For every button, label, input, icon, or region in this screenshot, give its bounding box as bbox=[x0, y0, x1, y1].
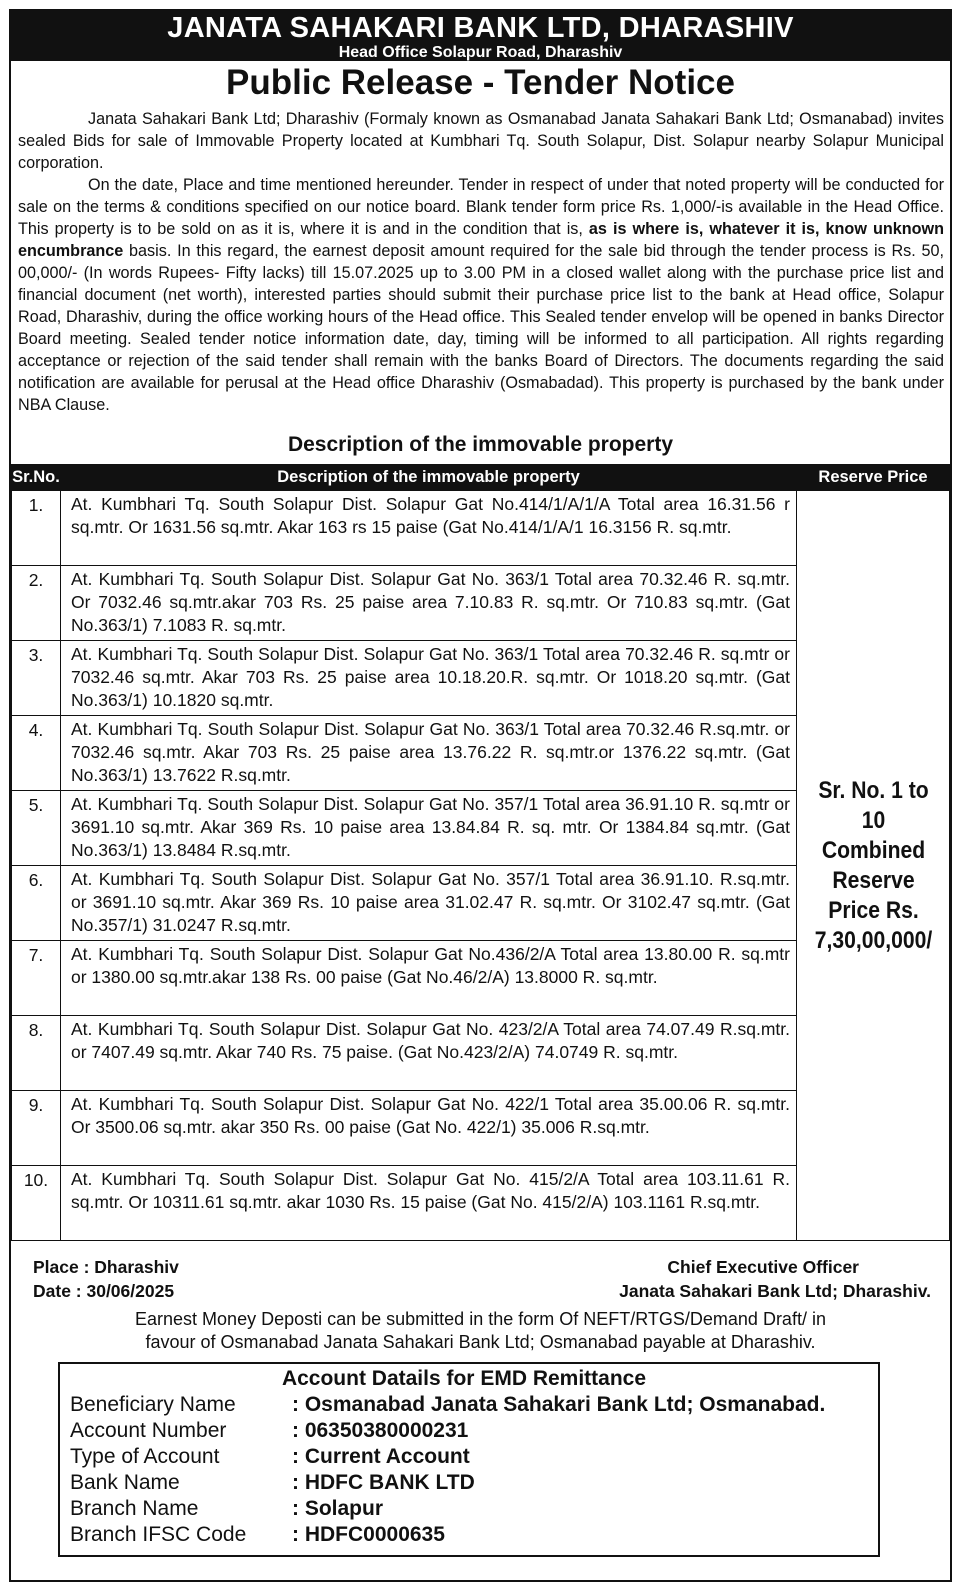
terms-paragraph bbox=[18, 174, 944, 416]
bank-header bbox=[9, 9, 952, 61]
emd-note-line: Earnest Money Deposti can be submitted in the form Of NEFT/RTGS/Demand Draft/ in bbox=[135, 1309, 826, 1329]
row-description: At. Kumbhari Tq. South Solapur Dist. Solapur Gat No. 363/1 Total area 70.32.46 R.sq.mtr. or 7032.46 sq.mtr. Akar 703 Rs. 25 paise area 13.76.22 R. sq.mtr.or 1376.22 sq.mtr. (Gat No.363/1) 13.7622 R.sq.mtr. bbox=[61, 716, 797, 791]
account-value: : 06350380000231 bbox=[292, 1419, 469, 1442]
emd-note-line: favour of Osmanabad Janata Sahakari Bank Ltd; Osmanabad payable at Dharashiv. bbox=[145, 1332, 816, 1352]
account-row bbox=[70, 1522, 825, 1548]
row-sr: 1. bbox=[12, 491, 61, 566]
reserve-price-line: Reserve bbox=[831, 866, 915, 894]
account-label: Beneficiary Name bbox=[70, 1393, 236, 1416]
signatory-title: Chief Executive Officer bbox=[667, 1257, 859, 1277]
account-row bbox=[70, 1444, 825, 1470]
account-label: Bank Name bbox=[70, 1471, 180, 1494]
account-details-list bbox=[70, 1392, 825, 1548]
table-header-row bbox=[12, 465, 950, 491]
terms-text-bold: as is where is, whatever it is, know unknown encumbrance bbox=[18, 220, 944, 260]
table-row bbox=[12, 491, 950, 566]
place-date-block bbox=[33, 1255, 179, 1303]
terms-text-b: basis. In this regard, the earnest deposit amount required for the sale bid through the tender process is Rs. 50, 00,000/- (In words Rupees- Fifty lacks) till 15.07.2025 up to 3.00 PM in a closed wallet along with the purchase price list and financial document (net worth), interested parties should submit their purchase price list to the bank at Head office, Solapur Road, Dharashiv, during the office working hours of the Head office. This Sealed tender envelop will be opened in banks Director Board meeting. Sealed tender notice information date, day, timing will be informed to all participation. All rights regarding acceptance or rejection of the said tender shall remain with the banks Board of Directors. The documents regarding the said notification are available for perusal at the Head office Dharashiv (Osmabadad). This property is purchased by the bank under NBA Clause. bbox=[18, 242, 944, 414]
col-desc-header: Description of the immovable property bbox=[61, 465, 797, 491]
bank-name: JANATA SAHAKARI BANK LTD, DHARASHIV bbox=[167, 12, 794, 44]
row-description: At. Kumbhari Tq. South Solapur Dist. Solapur Gat No. 363/1 Total area 70.32.46 R. sq.mtr. Or 7032.46 sq.mtr.akar 703 Rs. 25 paise area 7.10.83 R. sq.mtr. Or 710.83 sq.mtr. (Gat No.363/1) 7.1083 R. sq.mtr. bbox=[61, 566, 797, 641]
terms-text-a: On the date, Place and time mentioned hereunder. Tender in respect of under that noted property will be conducted for sale on the terms & conditions specified on our notice board. Blank tender form price Rs. 1,000/-is available in the Head Office. This property is to be sold on as it is, where it is and in the condition that is, bbox=[18, 176, 944, 238]
row-description: At. Kumbhari Tq. South Solapur Dist. Solapur Gat No. 415/2/A Total area 103.11.61 R. sq.mtr. Or 10311.61 sq.mtr. akar 1030 Rs. 15 paise (Gat No. 415/2/A) 103.1161 R.sq.mtr. bbox=[61, 1166, 797, 1241]
account-row bbox=[70, 1496, 825, 1522]
row-sr: 9. bbox=[12, 1091, 61, 1166]
reserve-price-cell bbox=[806, 491, 941, 1241]
account-label: Branch Name bbox=[70, 1497, 199, 1520]
account-row bbox=[70, 1418, 825, 1444]
emd-note bbox=[9, 1308, 952, 1354]
head-office-address: Head Office Solapur Road, Dharashiv bbox=[338, 44, 623, 61]
property-table bbox=[11, 464, 950, 1241]
row-description: At. Kumbhari Tq. South Solapur Dist. Solapur Gat No. 423/2/A Total area 74.07.49 R.sq.mtr. or 7407.49 sq.mtr. Akar 740 Rs. 75 paise. (Gat No.423/2/A) 74.0749 R. sq.mtr. bbox=[61, 1016, 797, 1091]
account-details-box bbox=[58, 1362, 880, 1557]
account-label: Account Number bbox=[70, 1419, 227, 1442]
place-label: Place : Dharashiv bbox=[33, 1257, 179, 1277]
signatory-block bbox=[619, 1255, 931, 1303]
intro-paragraph: Janata Sahakari Bank Ltd; Dharashiv (Formaly known as Osmanabad Janata Sahakari Bank Ltd; Osmanabad) invites sealed Bids for sale of Immovable Property located at Kumbhari Tq. South Solapur, Dist. Solapur nearby Solapur Municipal corporation. bbox=[18, 110, 944, 172]
reserve-price-amount: 7,30,00,000/ bbox=[814, 926, 932, 954]
reserve-price-line: Combined bbox=[821, 836, 925, 864]
row-sr: 4. bbox=[12, 716, 61, 791]
col-sr-header: Sr.No. bbox=[12, 465, 61, 491]
row-sr: 7. bbox=[12, 941, 61, 1016]
account-value: : Solapur bbox=[292, 1497, 384, 1520]
reserve-price-line: Price Rs. bbox=[827, 896, 919, 924]
account-label: Type of Account bbox=[70, 1445, 220, 1468]
account-row bbox=[70, 1392, 825, 1418]
notice-title: Public Release - Tender Notice bbox=[226, 63, 735, 102]
row-description: At. Kumbhari Tq. South Solapur Dist. Solapur Gat No. 422/1 Total area 35.00.06 R. sq.mtr. Or 3500.06 sq.mtr. akar 350 Rs. 00 paise (Gat No. 422/1) 35.006 R.sq.mtr. bbox=[61, 1091, 797, 1166]
row-sr: 8. bbox=[12, 1016, 61, 1091]
date-label: Date : 30/06/2025 bbox=[33, 1281, 175, 1301]
col-price-header: Reserve Price bbox=[797, 465, 950, 491]
account-value: : Current Account bbox=[292, 1445, 470, 1468]
account-row bbox=[70, 1470, 825, 1496]
row-description: At. Kumbhari Tq. South Solapur Dist. Solapur Gat No.436/2/A Total area 13.80.00 R. sq.mtr or 1380.00 sq.mtr.akar 138 Rs. 00 paise (Gat No.46/2/A) 13.8000 R. sq.mtr. bbox=[61, 941, 797, 1016]
row-description: At. Kumbhari Tq. South Solapur Dist. Solapur Gat No. 363/1 Total area 70.32.46 R. sq.mtr or 7032.46 sq.mtr. Akar 703 Rs. 25 paise area 10.18.20.R. sq.mtr. Or 1018.20 sq.mtr. (Gat No.363/1) 10.1820 sq.mtr. bbox=[61, 641, 797, 716]
row-sr: 3. bbox=[12, 641, 61, 716]
account-value: : HDFC0000635 bbox=[292, 1523, 445, 1546]
notice-body bbox=[18, 108, 944, 416]
account-details-heading: Account Datails for EMD Remittance bbox=[281, 1367, 647, 1390]
row-sr: 6. bbox=[12, 866, 61, 941]
account-value: : HDFC BANK LTD bbox=[292, 1471, 475, 1494]
row-sr: 5. bbox=[12, 791, 61, 866]
row-description: At. Kumbhari Tq. South Solapur Dist. Solapur Gat No. 357/1 Total area 36.91.10. R.sq.mtr. or 3691.10 sq.mtr. Akar 369 Rs. 10 paise area 31.02.47 R. sq.mtr. Or 3102.47 sq.mtr. (Gat No.357/1) 31.0247 R.sq.mtr. bbox=[61, 866, 797, 941]
reserve-price-line: Sr. No. 1 to 10 bbox=[817, 776, 929, 834]
signatory-org: Janata Sahakari Bank Ltd; Dharashiv. bbox=[619, 1281, 931, 1301]
section-heading: Description of the immovable property bbox=[287, 433, 674, 456]
row-sr: 2. bbox=[12, 566, 61, 641]
row-description: At. Kumbhari Tq. South Solapur Dist. Solapur Gat No.414/1/A/1/A Total area 16.31.56 r sq.mtr. Or 1631.56 sq.mtr. Akar 163 rs 15 paise (Gat No.414/1/A/1 16.3156 R. sq.mtr. bbox=[61, 491, 797, 566]
account-value: : Osmanabad Janata Sahakari Bank Ltd; Osmanabad. bbox=[292, 1393, 826, 1416]
account-label: Branch IFSC Code bbox=[70, 1523, 247, 1546]
row-description: At. Kumbhari Tq. South Solapur Dist. Solapur Gat No. 357/1 Total area 36.91.10 R. sq.mtr or 3691.10 sq.mtr. Akar 369 Rs. 10 paise area 13.84.84 R. sq. mtr. Or 1384.84 sq.mtr. (Gat No.363/1) 13.8484 R.sq.mtr. bbox=[61, 791, 797, 866]
row-sr: 10. bbox=[12, 1166, 61, 1241]
